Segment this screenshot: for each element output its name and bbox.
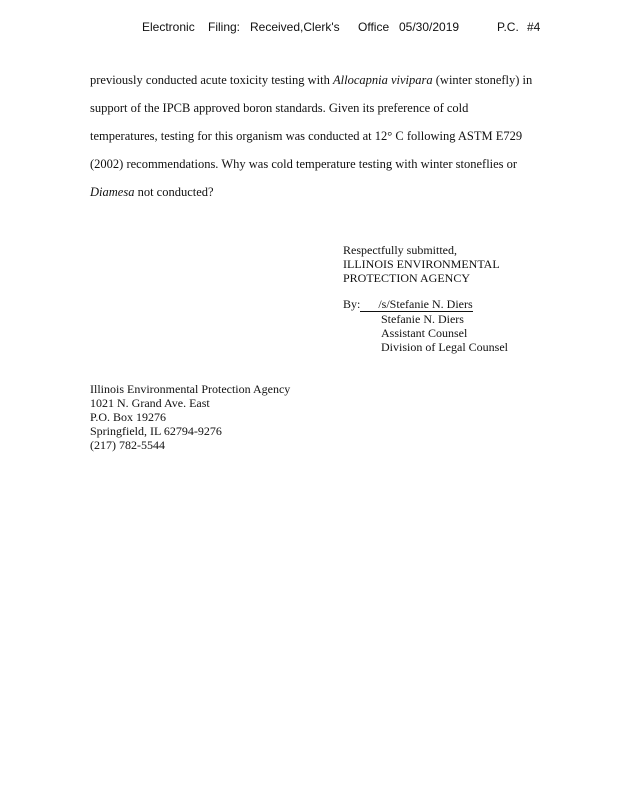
- agency-address: [90, 382, 290, 452]
- address-street: 1021 N. Grand Ave. East: [90, 396, 210, 410]
- header-electronic: Electronic: [142, 20, 195, 34]
- address-po-box: P.O. Box 19276: [90, 410, 167, 424]
- body-line-2: support of the IPCB approved boron standards. Given its preference of cold: [90, 101, 469, 115]
- signer-name: Stefanie N. Diers: [381, 312, 464, 326]
- genus-name: Diamesa: [90, 185, 135, 199]
- by-row: [343, 297, 508, 312]
- address-phone: (217) 782-5544: [90, 438, 165, 452]
- header-date: 05/30/2019: [399, 20, 460, 34]
- header-filing: Filing:: [208, 20, 241, 34]
- signer-title: Assistant Counsel: [381, 326, 468, 340]
- signature-block: [343, 243, 508, 354]
- body-line-1-end: (winter stonefly) in: [432, 73, 533, 87]
- filing-header: [0, 20, 618, 38]
- body-line-4: (2002) recommendations. Why was cold temperature testing with winter stoneflies or: [90, 157, 518, 171]
- header-number: #4: [527, 20, 541, 34]
- species-name: Allocapnia vivipara: [333, 73, 433, 87]
- agency-name-line-1: ILLINOIS ENVIRONMENTAL: [343, 257, 500, 271]
- body-paragraph: [90, 66, 560, 206]
- body-line-5: [90, 178, 560, 206]
- body-line-1: [90, 66, 560, 94]
- body-line-3: temperatures, testing for this organism was conducted at 12° C following ASTM E729: [90, 129, 523, 143]
- agency-name-line-2: PROTECTION AGENCY: [343, 271, 471, 285]
- signer-division: Division of Legal Counsel: [381, 340, 508, 354]
- electronic-signature: /s/Stefanie N. Diers: [360, 298, 472, 312]
- signer-block: [343, 297, 508, 354]
- header-office: Office: [358, 20, 390, 34]
- by-label: By:: [343, 297, 361, 311]
- closing-block: [343, 243, 508, 285]
- body-line-5-end: not conducted?: [134, 185, 214, 199]
- address-org: Illinois Environmental Protection Agency: [90, 382, 291, 396]
- closing-text: Respectfully submitted,: [343, 243, 457, 257]
- header-pc: P.C.: [497, 20, 519, 34]
- body-line-1-start: previously conducted acute toxicity testing with: [90, 73, 333, 87]
- header-received: Received,Clerk's: [250, 20, 340, 34]
- address-city: Springfield, IL 62794-9276: [90, 424, 222, 438]
